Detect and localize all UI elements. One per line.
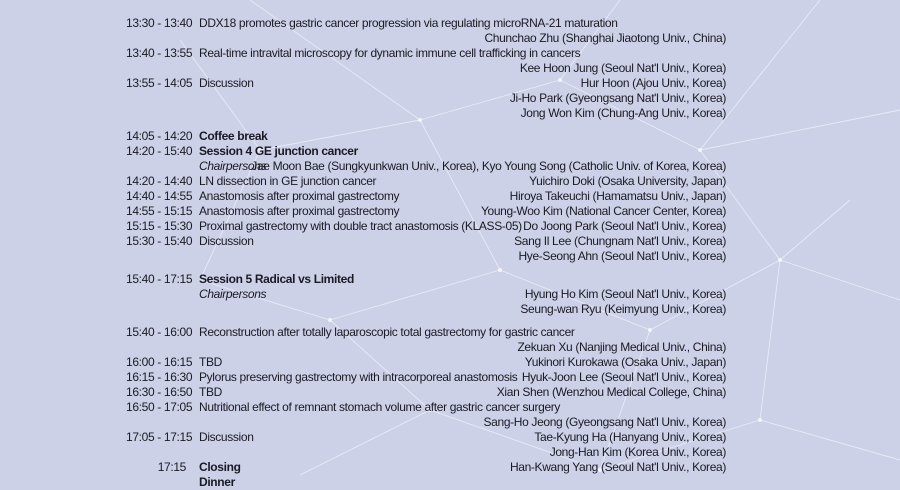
schedule-row — [0, 370, 900, 385]
session-heading: Closing — [199, 460, 241, 474]
schedule-row — [0, 302, 900, 317]
schedule-row — [0, 355, 900, 370]
speaker-name: Hye-Seong Ahn (Seoul Nat'l Univ., Korea) — [518, 249, 726, 263]
talk-title: Anastomosis after proximal gastrectomy — [199, 189, 400, 203]
schedule-row — [0, 174, 900, 189]
session-time: 13:40 - 13:55 — [126, 46, 193, 60]
schedule-row — [0, 445, 900, 460]
schedule-row — [0, 272, 900, 287]
schedule-row — [0, 189, 900, 204]
session-time: 16:00 - 16:15 — [126, 355, 193, 369]
schedule-row — [0, 16, 900, 31]
session-time: 14:20 - 14:40 — [126, 174, 193, 188]
session-time: 15:15 - 15:30 — [126, 219, 193, 233]
speaker-name: Kee Hoon Jung (Seoul Nat'l Univ., Korea) — [519, 61, 726, 75]
schedule-row — [0, 475, 900, 490]
session-time: 14:55 - 15:15 — [126, 204, 193, 218]
talk-title: Proximal gastrectomy with double tract anastomosis (KLASS-05) — [199, 219, 522, 233]
schedule-row — [0, 430, 900, 445]
speaker-name: Jong-Han Kim (Korea Univ., Korea) — [549, 445, 726, 459]
row-spacer — [0, 264, 900, 272]
speaker-name: Tae-Kyung Ha (Hanyang Univ., Korea) — [534, 430, 726, 444]
speaker-name: Zekuan Xu (Nanjing Medical Univ., China) — [517, 340, 726, 354]
speaker-name: Young-Woo Kim (National Cancer Center, Korea) — [480, 204, 726, 218]
schedule-row — [0, 249, 900, 264]
speaker-name: Han-Kwang Yang (Seoul Nat'l Univ., Korea) — [509, 460, 726, 474]
chairperson-names: Jae Moon Bae (Sungkyunkwan Univ., Korea), Kyo Young Song (Catholic Univ. of Korea, Korea) — [251, 159, 726, 173]
speaker-name: Sang-Ho Jeong (Gyeongsang Nat'l Univ., Korea) — [483, 415, 726, 429]
session-heading: Coffee break — [199, 129, 268, 143]
schedule-row — [0, 219, 900, 234]
session-time: 15:30 - 15:40 — [126, 234, 193, 248]
session-time: 13:30 - 13:40 — [126, 16, 193, 30]
speaker-name: Hyung Ho Kim (Seoul Nat'l Univ., Korea) — [524, 287, 726, 301]
schedule-row — [0, 159, 900, 174]
session-time: 16:30 - 16:50 — [126, 385, 193, 399]
schedule-row — [0, 287, 900, 302]
session-heading: Session 5 Radical vs Limited — [199, 272, 354, 286]
talk-title: Reconstruction after totally laparoscopic total gastrectomy for gastric cancer — [199, 325, 575, 339]
row-spacer — [0, 317, 900, 325]
talk-title: Discussion — [199, 234, 254, 248]
session-time: 14:20 - 15:40 — [126, 144, 193, 158]
schedule-row — [0, 340, 900, 355]
session-time: 14:40 - 14:55 — [126, 189, 193, 203]
session-time: 17:05 - 17:15 — [126, 430, 193, 444]
session-time: 15:40 - 17:15 — [126, 272, 193, 286]
speaker-name: Do Joong Park (Seoul Nat'l Univ., Korea) — [523, 219, 726, 233]
schedule-row — [0, 415, 900, 430]
speaker-name: Ji-Ho Park (Gyeongsang Nat'l Univ., Korea) — [509, 91, 726, 105]
schedule-row — [0, 61, 900, 76]
session-time: 15:40 - 16:00 — [126, 325, 193, 339]
speaker-name: Yuichiro Doki (Osaka University, Japan) — [529, 174, 726, 188]
schedule-row — [0, 234, 900, 249]
schedule-row — [0, 400, 900, 415]
session-heading: Session 4 GE junction cancer — [199, 144, 358, 158]
speaker-name: Hur Hoon (Ajou Univ., Korea) — [580, 76, 726, 90]
schedule-row — [0, 31, 900, 46]
schedule-row — [0, 325, 900, 340]
speaker-name: Chunchao Zhu (Shanghai Jiaotong Univ., China) — [484, 31, 726, 45]
schedule-row — [0, 385, 900, 400]
session-time: 14:05 - 14:20 — [126, 129, 193, 143]
schedule-row — [0, 129, 900, 144]
talk-title: DDX18 promotes gastric cancer progression via regulating microRNA-21 maturation — [199, 16, 618, 30]
speaker-name: Hiroya Takeuchi (Hamamatsu Univ., Japan) — [509, 189, 726, 203]
talk-title: TBD — [199, 385, 222, 399]
speaker-name: Sang Il Lee (Chungnam Nat'l Univ., Korea) — [514, 234, 726, 248]
talk-title: Anastomosis after proximal gastrectomy — [199, 204, 400, 218]
session-time: 16:50 - 17:05 — [126, 400, 193, 414]
chairpersons-label: Chairpersons — [199, 287, 267, 301]
speaker-name: Hyuk-Joon Lee (Seoul Nat'l Univ., Korea) — [521, 370, 726, 384]
schedule-row — [0, 46, 900, 61]
schedule-row — [0, 144, 900, 159]
schedule-row — [0, 460, 900, 475]
chairpersons-label: Chairpersons — [199, 159, 267, 173]
talk-title: Nutritional effect of remnant stomach volume after gastric cancer surgery — [199, 400, 561, 414]
talk-title: Real-time intravital microscopy for dynamic immune cell trafficking in cancers — [199, 46, 581, 60]
talk-title: LN dissection in GE junction cancer — [199, 174, 377, 188]
talk-title: Pylorus preserving gastrectomy with intracorporeal anastomosis — [199, 370, 518, 384]
session-time: 16:15 - 16:30 — [126, 370, 193, 384]
speaker-name: Jong Won Kim (Chung-Ang Univ., Korea) — [520, 106, 726, 120]
talk-title: Discussion — [199, 76, 254, 90]
program-schedule — [0, 16, 900, 490]
schedule-row — [0, 204, 900, 219]
schedule-row — [0, 91, 900, 106]
speaker-name: Seung-wan Ryu (Keimyung Univ., Korea) — [520, 302, 726, 316]
schedule-row — [0, 106, 900, 121]
talk-title: Discussion — [199, 430, 254, 444]
session-time: 17:15 — [157, 460, 186, 474]
schedule-row — [0, 76, 900, 91]
session-heading: Dinner — [199, 475, 235, 489]
speaker-name: Xian Shen (Wenzhou Medical College, China) — [496, 385, 726, 399]
session-time: 13:55 - 14:05 — [126, 76, 193, 90]
speaker-name: Yukinori Kurokawa (Osaka Univ., Japan) — [524, 355, 726, 369]
row-spacer — [0, 121, 900, 129]
talk-title: TBD — [199, 355, 222, 369]
